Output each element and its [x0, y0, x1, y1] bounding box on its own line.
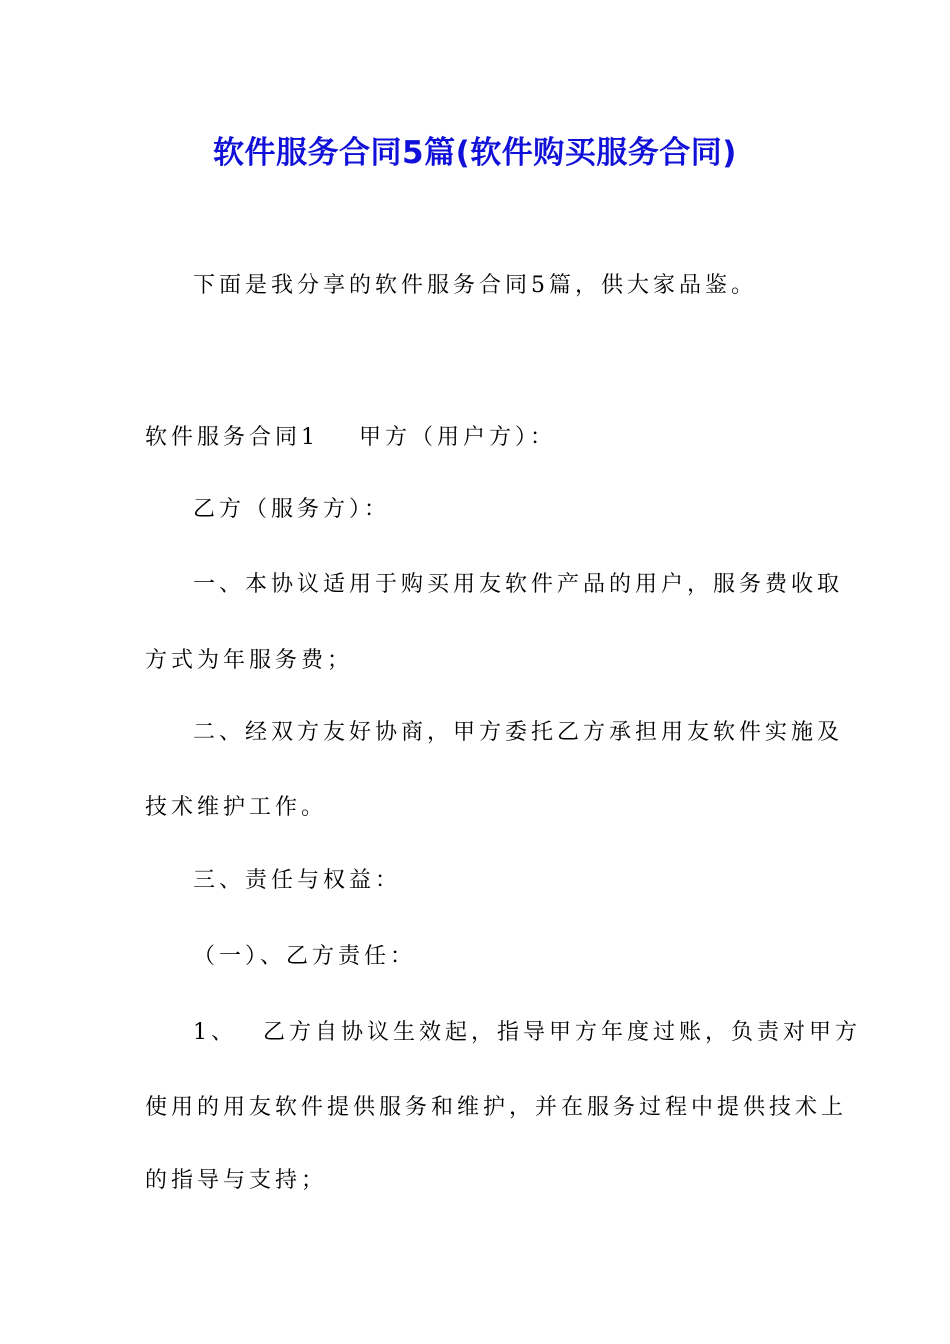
clause-3-heading: 三、责任与权益：: [193, 868, 402, 893]
section-heading-line: [145, 420, 556, 456]
clause-2-line-2: 技术维护工作。: [145, 795, 328, 820]
party-b-label: 乙方（服务方）：: [193, 497, 391, 522]
section-heading: 软件服务合同1: [145, 425, 319, 450]
intro-paragraph: 下面是我分享的软件服务合同5篇，供大家品鉴。: [193, 273, 757, 298]
item-1-number: 1、: [193, 1020, 237, 1045]
clause-2-line-1: 二、经双方友好协商，甲方委托乙方承担用友软件实施及: [193, 720, 844, 745]
item-1-text: 乙方自协议生效起，指导甲方年度过账，负责对甲方: [263, 1020, 862, 1045]
subsection-1-heading: （一）、乙方责任：: [193, 944, 417, 969]
item-1-line-1: [193, 1015, 861, 1051]
document-title: 软件服务合同5篇(软件购买服务合同): [213, 135, 737, 171]
party-a-label: 甲方（用户方）：: [359, 425, 557, 450]
item-1-line-3: 的指导与支持；: [145, 1168, 328, 1193]
clause-1-line-2: 方式为年服务费；: [145, 648, 354, 673]
clause-1-line-1: 一、本协议适用于购买用友软件产品的用户，服务费收取: [193, 572, 844, 597]
item-1-line-2: 使用的用友软件提供服务和维护，并在服务过程中提供技术上: [145, 1095, 848, 1120]
